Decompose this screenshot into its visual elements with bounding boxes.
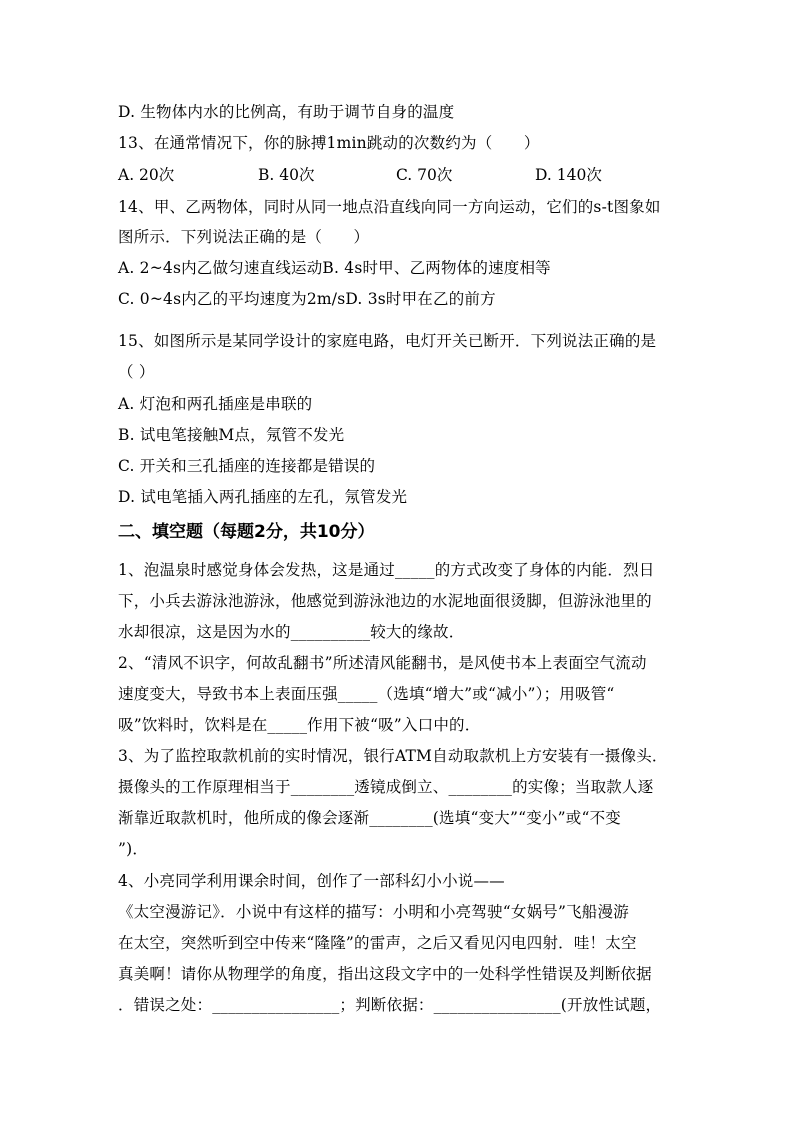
q14-stem-line2: 图所示．下列说法正确的是（ ） bbox=[118, 228, 370, 246]
q15-option-a: A. 灯泡和两孔插座是串联的 bbox=[118, 395, 313, 413]
q15-stem-line2: （ ） bbox=[118, 363, 155, 381]
fill4-line1: 4、小亮同学利用课余时间，创作了一部科幻小小说—— bbox=[118, 872, 505, 890]
q12-option-d: D. 生物体内水的比例高，有助于调节自身的温度 bbox=[118, 103, 455, 121]
q15-option-b: B. 试电笔接触M点，氖管不发光 bbox=[118, 426, 345, 444]
fill3-line2: 摄像头的工作原理相当于________透镜成倒立、________的实像；当取款人逐 bbox=[118, 778, 654, 796]
fill1-line2: 下，小兵去游泳池游泳，他感觉到游泳池边的水泥地面很烫脚，但游泳池里的 bbox=[118, 592, 652, 610]
fill4-line2: 《太空漫游记》．小说中有这样的描写：小明和小亮驾驶“女娲号”飞船漫游 bbox=[118, 903, 629, 921]
fill2-line1: 2、“清风不识字，何故乱翻书”所述清风能翻书，是风使书本上表面空气流动 bbox=[118, 654, 647, 672]
fill4-line4: 真美啊！请你从物理学的角度，指出这段文字中的一处科学性错误及判断依据 bbox=[118, 965, 652, 983]
q15-stem-line1: 15、如图所示是某同学设计的家庭电路，电灯开关已断开．下列说法正确的是 bbox=[118, 332, 657, 350]
fill3-line1: 3、为了监控取款机前的实时情况，银行ATM自动取款机上方安装有一摄像头． bbox=[118, 747, 668, 765]
fill3-line3: 渐靠近取款机时，他所成的像会逐渐________(选填“变大”“变小”或“不变 bbox=[118, 809, 621, 827]
fill4-line3: 在太空，突然听到空中传来“隆隆”的雷声，之后又看见闪电四射．哇！太空 bbox=[118, 934, 637, 952]
q13-option-c: C. 70次 bbox=[396, 166, 453, 184]
fill4-line5: ．错误之处：________________；判断依据：________________(开放性试题， bbox=[118, 996, 662, 1014]
fill3-line4: ”)． bbox=[118, 840, 149, 858]
q15-option-c: C. 开关和三孔插座的连接都是错误的 bbox=[118, 457, 376, 475]
section-title: 二、填空题（每题2分，共10分） bbox=[118, 522, 375, 542]
q13-option-a: A. 20次 bbox=[118, 166, 175, 184]
q14-option-cd: C. 0~4s内乙的平均速度为2m/sD. 3s时甲在乙的前方 bbox=[118, 290, 496, 308]
q13-option-b: B. 40次 bbox=[258, 166, 315, 184]
fill2-line2: 速度变大，导致书本上表面压强_____（选填“增大”或“减小”）；用吸管“ bbox=[118, 685, 615, 703]
fill1-line1: 1、泡温泉时感觉身体会发热，这是通过_____的方式改变了身体的内能．烈日 bbox=[118, 561, 655, 579]
q13-option-d: D. 140次 bbox=[535, 166, 602, 184]
q15-option-d: D. 试电笔插入两孔插座的左孔，氖管发光 bbox=[118, 488, 408, 506]
q14-option-ab: A. 2~4s内乙做匀速直线运动B. 4s时甲、乙两物体的速度相等 bbox=[118, 259, 551, 277]
fill2-line3: 吸”饮料时，饮料是在_____作用下被“吸”入口中的． bbox=[118, 716, 481, 734]
q14-stem-line1: 14、甲、乙两物体，同时从同一地点沿直线向同一方向运动，它们的s-t图象如 bbox=[118, 198, 661, 216]
fill1-line3: 水却很凉，这是因为水的__________较大的缘故． bbox=[118, 623, 465, 641]
q13-stem: 13、在通常情况下，你的脉搏1min跳动的次数约为（ ） bbox=[118, 134, 540, 152]
